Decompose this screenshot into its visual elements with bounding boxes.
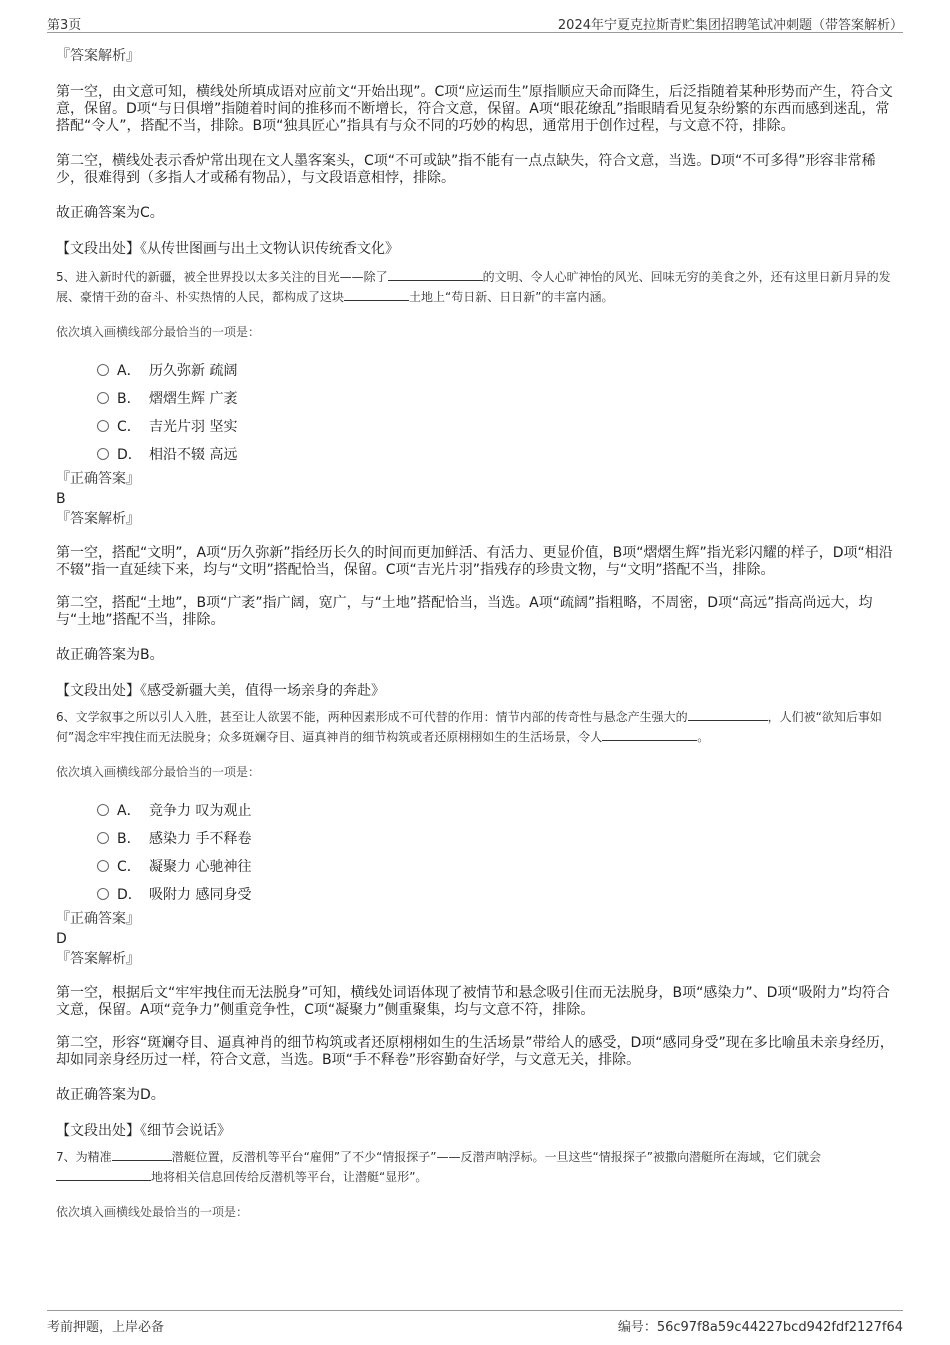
radio-icon[interactable] <box>97 448 109 460</box>
question-text: 7、为精准 潜艇位置，反潜机等平台“雇佣”了不少“情报探子”——反潜声呐浮标。一旦这些“情报探子”被撒向潜艇所在海域，它们就会地将相关信息回传给反潜机等平台，让潜艇“显形”。 <box>56 1150 821 1184</box>
analysis-paragraph: 第一空，搭配“文明”，A项“历久弥新”指经历长久的时间而更加鲜活、有活力、更显价值，B项“熠熠生辉”指光彩闪耀的样子，D项“相沿不辍”指一直延续下来，均与“文明”搭配恰当，保留。C项“吉光片羽”指残存的珍贵文物，与“文明”搭配不当，排除。 <box>56 545 893 578</box>
source-citation: 【文段出处】《细节会说话》 <box>56 1123 231 1139</box>
analysis-tag: 『答案解析』 <box>56 48 140 64</box>
correct-answer: D <box>56 931 67 947</box>
question-text: 6、文学叙事之所以引人入胜，甚至让人欲罢不能，两种因素形成不可代替的作用：情节内部的传奇性与悬念产生强大的 ，人们被“欲知后事如何”渴念牢牢拽住而无法脱身；众多斑斓夺目、逼真神肖的细节构筑或者还原栩栩如生的生活场景，令人 。 <box>56 710 882 744</box>
document-content <box>56 40 901 1221</box>
question-prompt: 依次填入画横线处最恰当的一项是： <box>56 1205 249 1219</box>
option-d[interactable]: D． 吸附力 感同身受 <box>56 879 901 907</box>
analysis-tag: 『答案解析』 <box>56 511 140 527</box>
fill-blank <box>56 1168 151 1181</box>
option-list <box>56 355 901 467</box>
option-c[interactable]: C． 吉光片羽 坚实 <box>56 411 901 439</box>
page-number: 第3页 <box>47 18 82 33</box>
question-prompt: 依次填入画横线部分最恰当的一项是： <box>56 325 261 339</box>
fill-blank <box>388 268 483 281</box>
option-a[interactable]: A． 历久弥新 疏阔 <box>56 355 901 383</box>
radio-icon[interactable] <box>97 832 109 844</box>
document-code: 编号：56c97f8a59c44227bcd942fdf2127f64 <box>617 1320 903 1335</box>
option-list <box>56 795 901 907</box>
source-citation: 【文段出处】《从传世图画与出土文物认识传统香文化》 <box>56 241 399 257</box>
correct-answer-tag: 『正确答案』 <box>56 911 140 927</box>
option-d[interactable]: D． 相沿不辍 高远 <box>56 439 901 467</box>
radio-icon[interactable] <box>97 860 109 872</box>
correct-answer: B <box>56 491 66 507</box>
option-b[interactable]: B． 熠熠生辉 广袤 <box>56 383 901 411</box>
document-title: 2024年宁夏克拉斯青贮集团招聘笔试冲刺题（带答案解析） <box>557 18 903 33</box>
answer-conclusion: 故正确答案为B。 <box>56 647 164 663</box>
radio-icon[interactable] <box>97 888 109 900</box>
fill-blank <box>602 728 697 741</box>
question-text: 5、进入新时代的新疆，被全世界投以太多关注的目光——除了 的文明、令人心旷神怡的风光、回味无穷的美食之外，还有这里日新月异的发展、豪情干劲的奋斗、朴实热情的人民，都构成了这块 土地上“苟日新、日日新”的丰富内涵。 <box>56 270 891 304</box>
answer-conclusion: 故正确答案为C。 <box>56 205 164 221</box>
radio-icon[interactable] <box>97 392 109 404</box>
option-c[interactable]: C． 凝聚力 心驰神往 <box>56 851 901 879</box>
question-prompt: 依次填入画横线部分最恰当的一项是： <box>56 765 261 779</box>
analysis-tag: 『答案解析』 <box>56 951 140 967</box>
analysis-paragraph: 第二空，搭配“土地”，B项“广袤”指广阔，宽广，与“土地”搭配恰当，当选。A项“疏阔”指粗略，不周密，D项“高远”指高尚远大，均与“土地”搭配不当，排除。 <box>56 595 873 628</box>
analysis-paragraph: 第二空，形容“斑斓夺目、逼真神肖的细节构筑或者还原栩栩如生的生活场景”带给人的感受，D项“感同身受”现在多比喻虽未亲身经历，却如同亲身经历过一样，符合文意，当选。B项“手不释卷”形容勤奋好学，与文意无关，排除。 <box>56 1035 894 1068</box>
option-b[interactable]: B． 感染力 手不释卷 <box>56 823 901 851</box>
fill-blank <box>112 1148 172 1161</box>
radio-icon[interactable] <box>97 420 109 432</box>
analysis-paragraph: 第一空，由文意可知，横线处所填成语对应前文“开始出现”。C项“应运而生”原指顺应天命而降生，后泛指随着某种形势而产生，符合文意，保留。D项“与日俱增”指随着时间的推移而不断增长，符合文意，保留。A项“眼花缭乱”指眼睛看见复杂纷繁的东西而感到迷乱，常搭配“令人”，搭配不当，排除。B项“独具匠心”指具有与众不同的巧妙的构思，通常用于创作过程，与文意不符，排除。 <box>56 84 893 134</box>
page-footer <box>47 1310 903 1337</box>
radio-icon[interactable] <box>97 364 109 376</box>
source-citation: 【文段出处】《感受新疆大美，值得一场亲身的奔赴》 <box>56 683 385 699</box>
answer-conclusion: 故正确答案为D。 <box>56 1087 165 1103</box>
radio-icon[interactable] <box>97 804 109 816</box>
analysis-paragraph: 第一空，根据后文“牢牢拽住而无法脱身”可知，横线处词语体现了被情节和悬念吸引住而无法脱身，B项“感染力”、D项“吸附力”均符合文意，保留。A项“竞争力”侧重竞争性，C项“凝聚力”侧重聚集，均与文意不符，排除。 <box>56 985 890 1018</box>
fill-blank <box>688 708 768 721</box>
page-header <box>47 10 903 33</box>
correct-answer-tag: 『正确答案』 <box>56 471 140 487</box>
fill-blank <box>344 288 409 301</box>
option-a[interactable]: A． 竞争力 叹为观止 <box>56 795 901 823</box>
footer-slogan: 考前押题，上岸必备 <box>47 1320 165 1335</box>
analysis-paragraph: 第二空，横线处表示香炉常出现在文人墨客案头，C项“不可或缺”指不能有一点点缺失，符合文意，当选。D项“不可多得”形容非常稀少，很难得到（多指人才或稀有物品），与文段语意相悖，排除。 <box>56 153 876 186</box>
